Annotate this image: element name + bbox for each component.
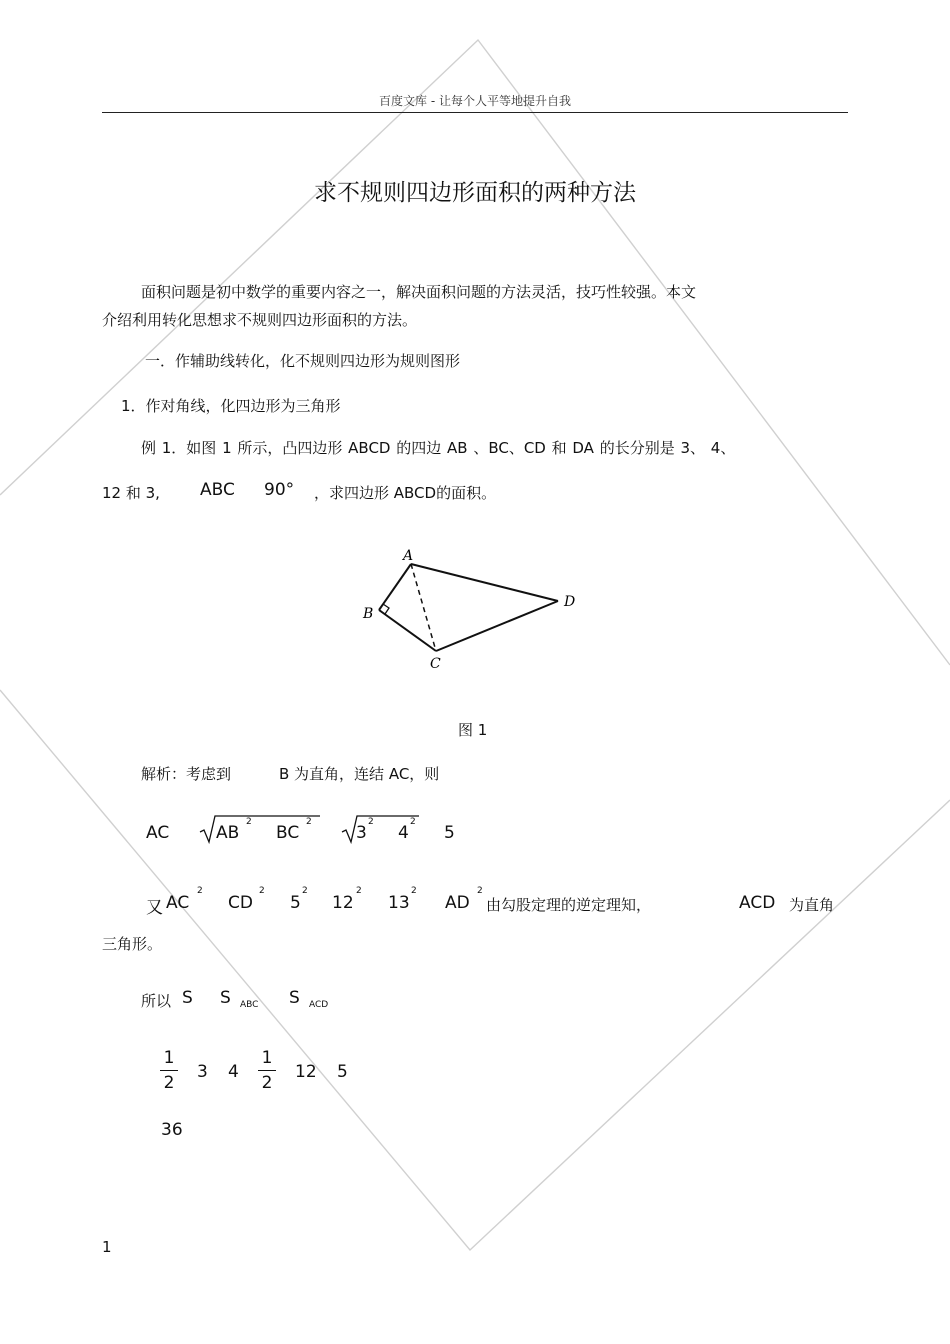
eq4-frac-2-den: 2 [261, 1073, 273, 1093]
eq2-thirteen-exp: 2 [411, 886, 417, 896]
document-title: 求不规则四边形面积的两种方法 [314, 180, 636, 206]
eq3-acd-sub: ACD [309, 1000, 329, 1010]
section-heading-1: 一．作辅助线转化，化不规则四边形为规则图形 [145, 352, 461, 370]
diagonal-ac [411, 564, 436, 651]
example-angle-90: 90° [264, 480, 295, 500]
subsection-heading-1: 1．作对角线，化四边形为三角形 [121, 397, 341, 415]
eq2-line-2: 三角形。 [102, 935, 163, 953]
eq3-prefix: 所以 [141, 992, 172, 1010]
eq4-frac-2 [257, 1048, 277, 1093]
eq4-frac-2-num: 1 [261, 1048, 273, 1068]
eq4-five: 5 [337, 1062, 348, 1082]
eq2-twelve-exp: 2 [356, 886, 362, 896]
eq2-ad: AD [445, 893, 470, 913]
eq2-twelve: 12 [332, 893, 354, 913]
vertex-label-a: A [403, 548, 414, 564]
edge-ad [411, 564, 558, 601]
edge-cb [379, 610, 436, 651]
eq3-s-abc: S [220, 988, 231, 1008]
eq4-twelve: 12 [295, 1062, 317, 1082]
eq2-cd-exp: 2 [259, 886, 265, 896]
example-line-2a: 12 和 3, [102, 484, 160, 502]
eq2-tail: 为直角 [789, 896, 835, 914]
example-angle-abc: ABC [200, 480, 235, 500]
intro-line-2: 介绍利用转化思想求不规则四边形面积的方法。 [102, 311, 418, 329]
eq3-s: S [182, 988, 193, 1008]
eq1-three-exp: 2 [368, 817, 374, 827]
eq2-ad-exp: 2 [477, 886, 483, 896]
figure-quadrilateral [355, 540, 595, 675]
page-number: 1 [102, 1238, 112, 1256]
page-header: 百度文库 - 让每个人平等地提升自我 [379, 94, 571, 108]
eq2-five-exp: 2 [302, 886, 308, 896]
eq1-bc-exp: 2 [306, 817, 312, 827]
edge-ba [379, 564, 411, 610]
eq2-ac: AC [166, 893, 190, 913]
eq2-five: 5 [290, 893, 301, 913]
figure-caption: 图 1 [458, 721, 488, 739]
solution-right-angle: B 为直角，连结 AC，则 [279, 765, 440, 783]
eq1-ab: AB [216, 823, 240, 843]
intro-line-1: 面积问题是初中数学的重要内容之一，解决面积问题的方法灵活，技巧性较强。本文 [141, 283, 697, 301]
eq4-three: 3 [197, 1062, 208, 1082]
eq1-result: 5 [444, 823, 455, 843]
eq1-four: 4 [398, 823, 409, 843]
eq1-ab-exp: 2 [246, 817, 252, 827]
eq2-ac-exp: 2 [197, 886, 203, 896]
eq4-four: 4 [228, 1062, 239, 1082]
edge-dc [436, 601, 558, 651]
vertex-label-b: B [363, 606, 374, 622]
solution-intro: 解析：考虑到 [141, 765, 232, 783]
eq1-bc: BC [276, 823, 300, 843]
eq2-theorem-text: 由勾股定理的逆定理知， [486, 896, 652, 914]
eq3-abc-sub: ABC [240, 1000, 259, 1010]
answer-value: 36 [161, 1120, 183, 1140]
vertex-label-d: D [564, 594, 576, 610]
example-line-1: 例 1．如图 1 所示，凸四边形 ABCD 的四边 AB 、BC、CD 和 DA 的长分别是 3、 4、 [141, 439, 736, 457]
eq2-you: 又 [146, 898, 163, 918]
eq2-cd: CD [228, 893, 253, 913]
example-line-2d: ，求四边形 ABCD的面积。 [314, 484, 497, 502]
eq4-frac-1 [159, 1048, 179, 1093]
eq4-frac-1-num: 1 [163, 1048, 175, 1068]
eq1-four-exp: 2 [410, 817, 416, 827]
header-rule [102, 112, 848, 113]
eq1-three: 3 [356, 823, 367, 843]
vertex-label-c: C [430, 656, 441, 672]
eq2-thirteen: 13 [388, 893, 410, 913]
eq3-s-acd: S [289, 988, 300, 1008]
eq4-frac-1-den: 2 [163, 1073, 175, 1093]
eq1-lhs: AC [146, 823, 170, 843]
eq2-acd: ACD [739, 893, 776, 913]
